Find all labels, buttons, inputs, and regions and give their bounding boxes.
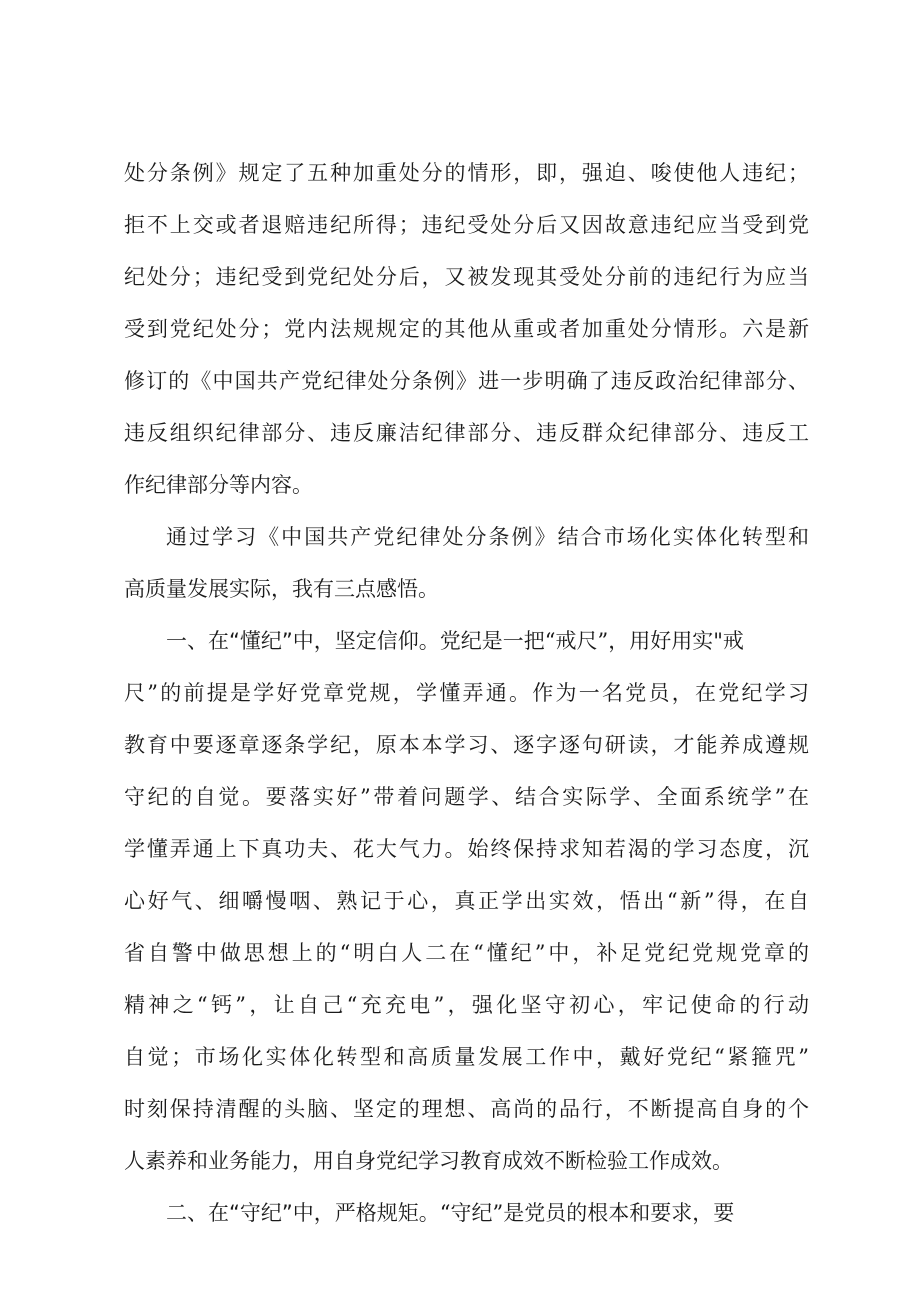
text-line: 时刻保持清醒的头脑、坚定的理想、高尚的品行，不断提高自身的个 [124, 1097, 809, 1121]
paragraph-heading-line [124, 615, 809, 667]
paragraph-heading-line [124, 1187, 809, 1239]
text-line: 尺”的前提是学好党章党规，学懂弄通。作为一名党员，在党纪学习 [124, 681, 809, 705]
text-line: 违反组织纪律部分、违反廉洁纪律部分、违反群众纪律部分、违反工 [124, 421, 809, 445]
text-line: 作纪律部分等内容。 [124, 473, 313, 497]
text-line: 受到党纪处分；党内法规规定的其他从重或者加重处分情形。六是新 [124, 317, 809, 341]
text-line: 纪处分；违纪受到党纪处分后，又被发现其受处分前的违纪行为应当 [124, 265, 809, 289]
text-line: 省自警中做思想上的“明白人二在“懂纪”中，补足党纪党规党章的 [124, 941, 809, 965]
text-line: 守纪的自觉。要落实好”带着问题学、结合实际学、全面系统学”在 [124, 785, 809, 809]
text-line: 修订的《中国共产党纪律处分条例》进一步明确了违反政治纪律部分、 [124, 369, 809, 393]
section-heading-1: 一、在“懂纪”中，坚定信仰。 [166, 629, 440, 653]
text-line: 学懂弄通上下真功夫、花大气力。始终保持求知若渴的学习态度，沉 [124, 837, 809, 861]
text-line: 人素养和业务能力，用自身党纪学习教育成效不断检验工作成效。 [124, 1149, 733, 1173]
text-run: 党纪是一把“戒尺”，用好用实"戒 [439, 629, 744, 653]
text-line: 拒不上交或者退赔违纪所得；违纪受处分后又因故意违纪应当受到党 [124, 213, 809, 237]
text-line: 通过学习《中国共产党纪律处分条例》结合市场化实体化转型和 [166, 525, 809, 549]
text-line: 处分条例》规定了五种加重处分的情形，即，强迫、唆使他人违纪； [124, 161, 809, 185]
text-line: 高质量发展实际，我有三点感悟。 [124, 577, 439, 601]
document-body [124, 147, 809, 1239]
text-line: 自觉；市场化实体化转型和高质量发展工作中，戴好党纪“紧箍咒” [124, 1045, 809, 1069]
text-line: 教育中要逐章逐条学纪，原本本学习、逐字逐句研读，才能养成遵规 [124, 733, 809, 757]
section-heading-2: 二、在“守纪”中，严格规矩。 [166, 1201, 440, 1225]
text-line: 心好气、细嚼慢咽、熟记于心，真正学出实效，悟出“新”得，在自 [124, 889, 809, 913]
text-line: 精神之“钙”，让自己“充充电”，强化坚守初心，牢记使命的行动 [124, 993, 809, 1017]
text-run: “守纪”是党员的根本和要求，要 [439, 1201, 735, 1225]
